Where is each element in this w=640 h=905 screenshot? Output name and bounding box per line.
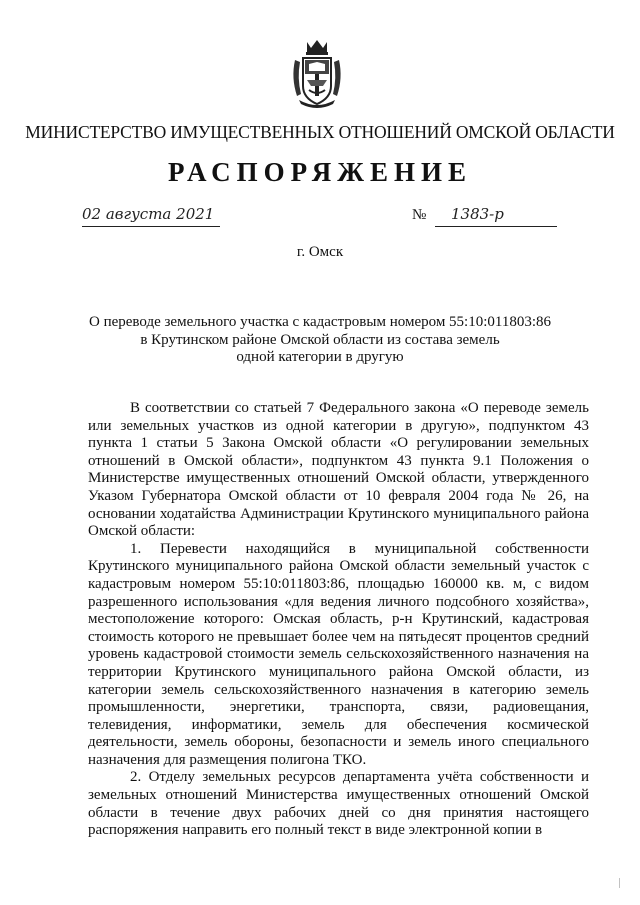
item-1-paragraph: 1. Перевести находящийся в муниципальной собственности Крутинского муниципального района Омской области земельный участок с кадастровым номером 55:10:011803:86, площадью 160000 кв. м, с видом разрешенного использования «для ведения личного подсобного хозяйства», местоположение которого: Омская область, р-н Крутинский, кадастровая стоимость которого не превышает более чем на пятьдесят процентов средний уровень кадастровой стоимости земель сельскохозяйственного назначения на территории Крутинского муниципального района Омской области, из категории земель сельскохозяйственного назначения в категорию земель промышленности, энергетики, транспорта, связи, радиовещания, телевидения, информатики, земель для обеспечения космической деятельности, земель обороны, безопасности и земель иного специального назначения для размещения полигона ТКО.	[88, 540, 589, 768]
scan-edge-mark	[619, 878, 626, 888]
preamble-paragraph: В соответствии со статьей 7 Федерального закона «О переводе земель или земельных участков из одной категории в другую», подпунктом 43 пункта 1 статьи 5 Закона Омской области «О регулировании земельных отношений в Омской области», подпунктом 43 пункта 9.1 Положения о Министерстве имущественных отношений Омской области, утвержденного Указом Губернатора Омской области от 10 февраля 2004 года № 26, на основании ходатайства Администрации Крутинского муниципального района Омской области:	[88, 400, 589, 540]
item-2-paragraph: 2. Отделу земельных ресурсов департамента учёта собственности и земельных отношений Министерства имущественных отношений Омской области в течение двух рабочих дней со дня принятия настоящего распоряжения направить его полный текст в виде электронной копии в	[88, 769, 589, 839]
city-label: г. Омск	[296, 244, 344, 260]
date-field	[82, 200, 220, 227]
number-handwritten: 1383-р	[451, 205, 504, 223]
subject-line-1: О переводе земельного участка с кадастровым номером 55:10:011803:86	[88, 314, 552, 330]
document-type-title: РАСПОРЯЖЕНИЕ	[167, 157, 473, 187]
subject-line-3: одной категории в другую	[236, 349, 404, 365]
number-field	[435, 200, 557, 227]
date-handwritten: 02 августа 2021	[82, 205, 215, 223]
subject-line-2: в Крутинском районе Омской области из состава земель	[140, 331, 500, 348]
coat-of-arms-icon	[289, 38, 345, 110]
document-subject	[60, 314, 580, 367]
document-body	[88, 400, 589, 840]
number-label: №	[412, 207, 427, 223]
ministry-name: МИНИСТЕРСТВО ИМУЩЕСТВЕННЫХ ОТНОШЕНИЙ ОМСКОЙ ОБЛАСТИ	[25, 122, 615, 142]
